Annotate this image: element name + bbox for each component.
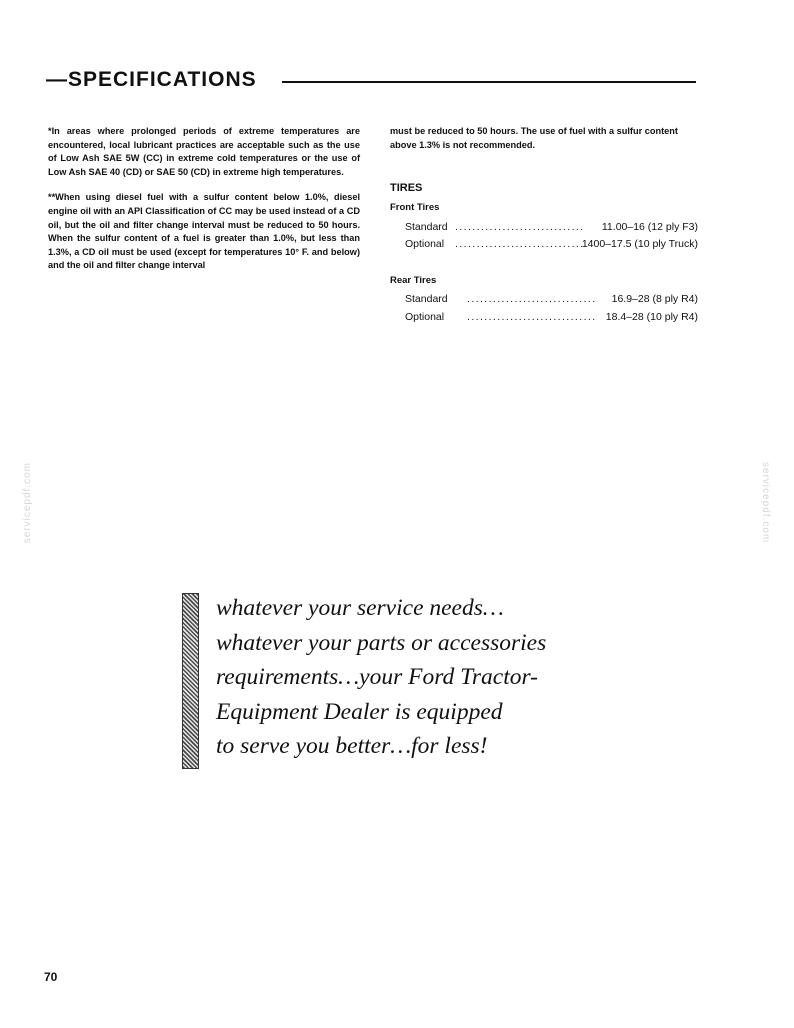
front-tire-standard-row [405, 221, 698, 237]
tire-size-value: 1400–17.5 (10 ply Truck) [581, 238, 698, 250]
tire-option-label: Optional [405, 311, 445, 323]
tire-size-value: 16.9–28 (8 ply R4) [611, 293, 698, 305]
right-column [390, 125, 700, 152]
section-header [46, 68, 696, 98]
dot-leader: .............................. [455, 238, 585, 250]
tire-option-label: Standard [405, 221, 448, 233]
promo-line: Equipment Dealer is equipped [216, 698, 503, 725]
dot-leader: .............................. [467, 293, 597, 305]
promo-line: to serve you better…for less! [216, 733, 488, 759]
page-number: 70 [44, 970, 58, 984]
rear-tire-standard-row [405, 293, 698, 309]
left-column [48, 125, 360, 285]
watermark-left: servicepdf.com [22, 462, 33, 544]
section-title: —SPECIFICATIONS [46, 68, 257, 91]
footnote-continuation: must be reduced to 50 hours. The use of fuel with a sulfur content above 1.3% is not recommended. [390, 126, 678, 150]
promo-line: whatever your parts or accessories [216, 629, 547, 656]
rear-tires-label: Rear Tires [390, 275, 437, 286]
tire-option-label: Standard [405, 293, 448, 305]
tire-option-label: Optional [405, 238, 445, 250]
dot-leader: .............................. [455, 221, 585, 233]
rear-tire-optional-row [405, 311, 698, 327]
footnote-extreme-temperatures: *In areas where prolonged periods of extreme temperatures are encountered, local lubricant practices are acceptable such as the use of Low Ash SAE 5W (CC) in extreme cold temperatures or the use of Low Ash SAE 40 (CD) or SAE 50 (CD) in extreme high temperatures. [48, 126, 360, 177]
tire-size-value: 18.4–28 (10 ply R4) [605, 311, 698, 323]
dealer-promo-text [216, 591, 636, 764]
tires-heading: TIRES [390, 182, 423, 194]
header-rule [282, 81, 696, 83]
footnote-diesel-sulfur: **When using diesel fuel with a sulfur content below 1.0%, diesel engine oil with an API Classification of CC may be used instead of a CD oil, but the oil and filter change interval must be reduced to 50 hours. When the sulfur content of a fuel is greater than 1.0%, but less than 1.3%, a CD oil must be used (except for temperatures 10° F. and below) and the oil and filter change interval [48, 192, 360, 271]
promo-hatched-bar [182, 593, 199, 769]
watermark-right: servicepdf.com [760, 462, 771, 544]
promo-line: requirements…your Ford Tractor- [216, 664, 538, 690]
tire-size-value: 11.00–16 (12 ply F3) [601, 221, 698, 233]
promo-line: whatever your service needs… [216, 595, 504, 621]
front-tires-label: Front Tires [390, 202, 440, 213]
front-tire-optional-row [405, 238, 698, 254]
dot-leader: .............................. [467, 311, 597, 323]
